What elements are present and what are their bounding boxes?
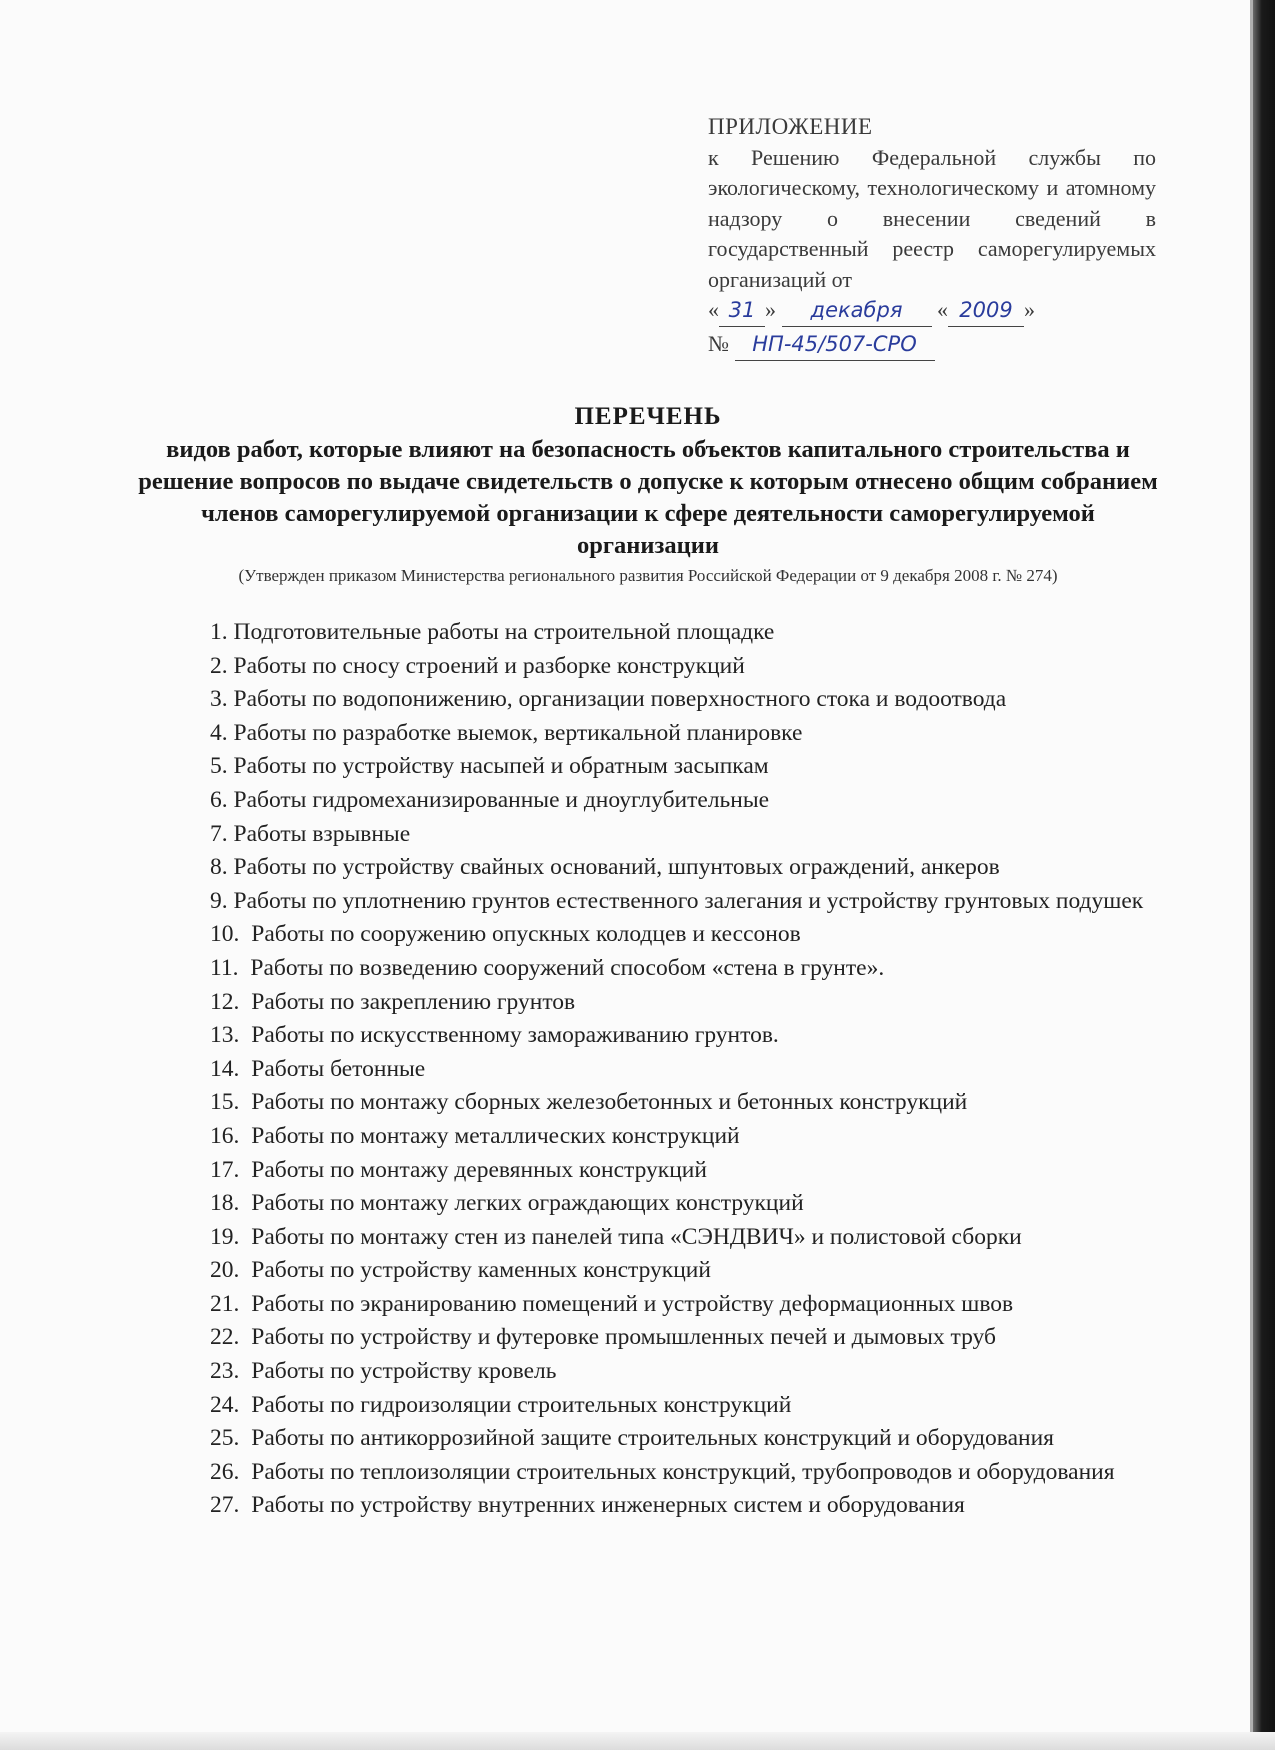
date-day: 31 — [719, 295, 765, 327]
list-item-text: Работы по устройству свайных оснований, шпунтовых ограждений, анкеров — [233, 854, 1000, 881]
list-item — [148, 1456, 1164, 1490]
list-item-text: Работы по искусственному замораживанию грунтов. — [251, 1022, 779, 1049]
list-item-text: Работы по гидроизоляции строительных конструкций — [251, 1391, 792, 1418]
list-item — [148, 1422, 1164, 1456]
list-item — [148, 784, 1164, 818]
list-item-text: Работы по антикоррозийной защите строительных конструкций и оборудования — [251, 1425, 1054, 1452]
list-item-number: 19. — [210, 1223, 240, 1250]
list-item — [148, 1288, 1164, 1322]
list-item-number: 5. — [210, 753, 228, 780]
list-item-number: 22. — [210, 1324, 240, 1351]
number-sign: № — [708, 331, 729, 356]
list-item-text: Работы по монтажу стен из панелей типа «СЭНДВИЧ» и полистовой сборки — [251, 1223, 1022, 1250]
list-item — [148, 1355, 1164, 1389]
list-item-text: Работы по разработке выемок, вертикальной планировке — [233, 719, 803, 746]
list-item-text: Работы по водопонижению, организации поверхностного стока и водоотвода — [233, 686, 1007, 713]
list-item — [148, 1019, 1164, 1053]
list-item-text: Работы взрывные — [233, 820, 411, 847]
list-item-number: 9. — [210, 887, 228, 914]
list-item-number: 17. — [210, 1156, 240, 1183]
list-item — [148, 1086, 1164, 1120]
date-year-close-quote: » — [1024, 297, 1035, 322]
list-item-number: 1. — [210, 619, 228, 645]
date-open-quote: « — [708, 297, 719, 322]
list-item — [148, 750, 1164, 784]
list-item-text: Работы по возведению сооружений способом «стена в грунте». — [250, 954, 885, 981]
list-item — [148, 952, 1164, 986]
list-item-text: Работы по закреплению грунтов — [251, 988, 576, 1015]
list-item — [148, 818, 1164, 852]
list-item-text: Работы по устройству кровель — [251, 1358, 557, 1385]
document-subtitle: видов работ, которые влияют на безопасность объектов капитального строительства и решение вопросов по выдаче свидетельств о допуске к которым отнесено общим собранием членов саморегулируемой организации к сфере деятельности саморегулируемой организации — [138, 436, 1158, 559]
list-item-number: 16. — [210, 1122, 240, 1149]
list-item-number: 24. — [210, 1391, 240, 1418]
list-item — [148, 851, 1164, 885]
appendix-title: ПРИЛОЖЕНИЕ — [708, 114, 873, 139]
list-item-text: Работы по теплоизоляции строительных конструкций, трубопроводов и оборудования — [251, 1458, 1115, 1485]
list-item — [148, 1154, 1164, 1188]
list-item-number: 21. — [210, 1290, 240, 1317]
list-item-number: 20. — [210, 1257, 240, 1284]
work-types-list — [148, 616, 1164, 1523]
document-title: ПЕРЕЧЕНЬ — [574, 403, 722, 430]
date-month: декабря — [782, 295, 932, 327]
list-item-number: 27. — [210, 1492, 240, 1519]
appendix-block — [708, 112, 1156, 363]
list-item-text: Работы по монтажу легких ограждающих конструкций — [251, 1190, 804, 1217]
registration-number: НП-45/507-СРО — [735, 329, 935, 361]
list-item-text: Работы по экранированию помещений и устройству деформационных швов — [251, 1290, 1014, 1317]
list-item — [148, 616, 1164, 650]
list-item-number: 8. — [210, 854, 228, 881]
list-item-number: 13. — [210, 1022, 240, 1049]
list-item — [148, 717, 1164, 751]
scan-bottom-edge — [0, 1732, 1275, 1750]
list-item-text: Работы по сносу строений и разборке конструкций — [233, 652, 745, 679]
list-item — [148, 1221, 1164, 1255]
appendix-number-line — [708, 329, 1156, 363]
list-item-text: Работы по монтажу сборных железобетонных и бетонных конструкций — [251, 1089, 968, 1116]
list-item — [148, 1120, 1164, 1154]
list-item-text: Работы гидромеханизированные и дноуглубительные — [233, 786, 770, 813]
list-item-number: 2. — [210, 652, 228, 679]
list-item — [148, 683, 1164, 717]
list-item-text: Работы по уплотнению грунтов естественного залегания и устройству грунтовых подушек — [233, 887, 1144, 914]
appendix-date-line — [708, 295, 1156, 329]
list-item — [148, 1187, 1164, 1221]
list-item-number: 18. — [210, 1190, 240, 1217]
list-item-text: Подготовительные работы на строительной площадке — [233, 619, 775, 645]
list-item-number: 15. — [210, 1089, 240, 1116]
list-item-number: 23. — [210, 1358, 240, 1385]
list-item-number: 12. — [210, 988, 240, 1015]
list-item-number: 3. — [210, 686, 228, 713]
list-item — [148, 918, 1164, 952]
list-item-text: Работы по устройству внутренних инженерных систем и оборудования — [251, 1492, 965, 1519]
list-item — [148, 1321, 1164, 1355]
date-close-quote: » — [765, 297, 776, 322]
list-item-text: Работы бетонные — [251, 1055, 426, 1082]
list-item-text: Работы по сооружению опускных колодцев и кессонов — [251, 921, 801, 948]
date-year: 2009 — [948, 295, 1024, 327]
list-item — [148, 1053, 1164, 1087]
list-item-text: Работы по устройству каменных конструкций — [251, 1257, 711, 1284]
title-block — [138, 400, 1158, 588]
list-item-number: 7. — [210, 820, 228, 847]
list-item-number: 11. — [210, 954, 239, 981]
list-item — [148, 986, 1164, 1020]
list-item-number: 14. — [210, 1055, 240, 1082]
list-item-text: Работы по устройству и футеровке промышленных печей и дымовых труб — [251, 1324, 996, 1351]
list-item — [148, 885, 1164, 919]
list-item-number: 26. — [210, 1458, 240, 1485]
list-item-number: 6. — [210, 786, 228, 813]
list-item-text: Работы по монтажу деревянных конструкций — [251, 1156, 707, 1183]
list-item-number: 4. — [210, 719, 228, 746]
list-item-text: Работы по монтажу металлических конструкций — [251, 1122, 740, 1149]
list-item-number: 25. — [210, 1425, 240, 1452]
date-year-open-quote: « — [937, 297, 948, 322]
list-item-number: 10. — [210, 921, 240, 948]
list-item-text: Работы по устройству насыпей и обратным засыпкам — [233, 753, 769, 780]
appendix-body: к Решению Федеральной службы по экологическому, технологическому и атомному надзору о внесении сведений в государственный реестр саморегулируемых организаций от — [708, 144, 1156, 292]
list-item — [148, 650, 1164, 684]
list-item — [148, 1489, 1164, 1523]
list-item — [148, 1254, 1164, 1288]
approval-note: (Утвержден приказом Министерства регионального развития Российской Федерации от 9 декабря 2008 г. № 274) — [238, 566, 1058, 585]
scan-edge-shadow — [1253, 0, 1275, 1750]
list-item — [148, 1389, 1164, 1423]
